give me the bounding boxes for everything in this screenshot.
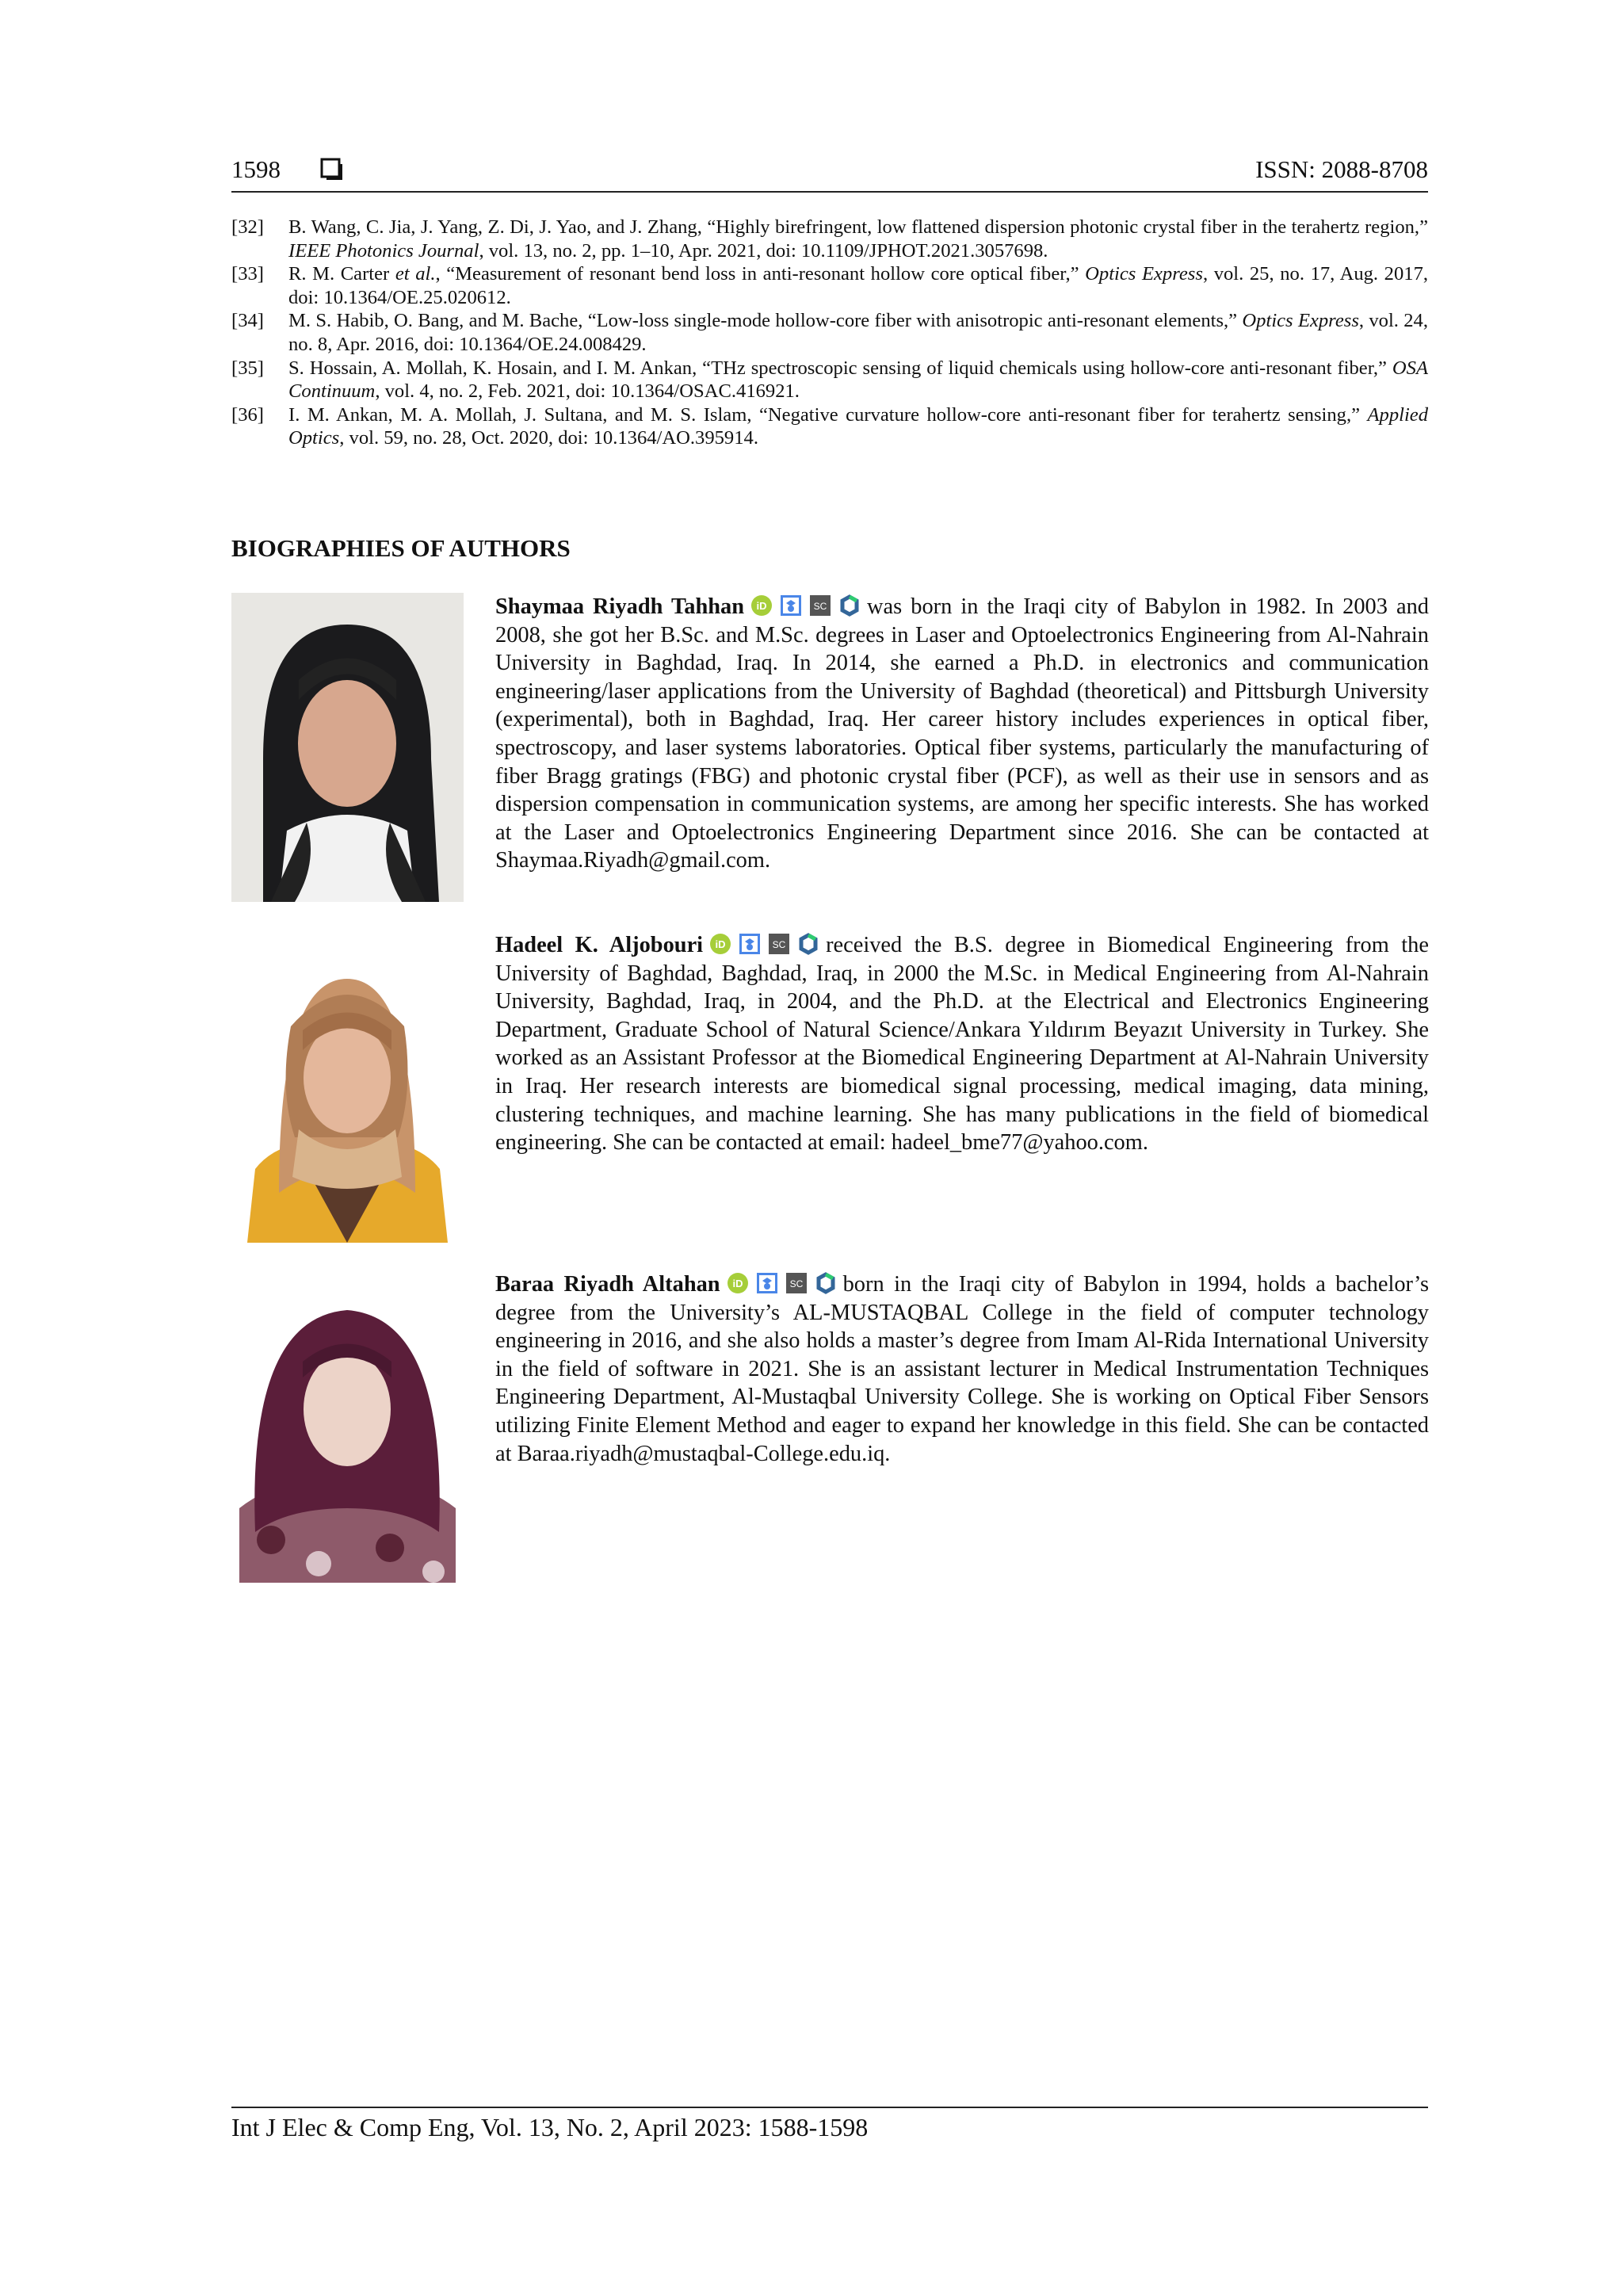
reference-text: , vol. 24, no. 8, Apr. 2016, doi: 10.1364/OE.24.008429. (288, 310, 1429, 355)
reference-number: [33] (231, 263, 264, 285)
publons-icon[interactable] (797, 933, 819, 955)
svg-text:SC: SC (772, 939, 786, 950)
reference-text: , “Measurement of resonant bend loss in anti-resonant hollow core optical fiber,” (435, 263, 1086, 285)
reference-item (231, 357, 1428, 403)
reference-text: M. S. Habib, O. Bang, and M. Bache, “Low-loss single-mode hollow-core fiber with anisotropic anti-resonant elements,” (288, 310, 1243, 332)
box-shadow-icon (320, 158, 344, 181)
reference-item (231, 262, 1428, 309)
author-profile-icons (727, 1272, 837, 1294)
reference-number: [35] (231, 357, 264, 379)
author-name: Hadeel K. Aljobouri (495, 933, 704, 957)
author-bio-text (495, 931, 1429, 1157)
publons-icon[interactable] (815, 1272, 837, 1294)
author-photo (231, 593, 464, 902)
orcid-icon[interactable] (709, 933, 731, 955)
reference-venue: Applied Optics (288, 403, 1428, 449)
reference-number: [36] (231, 403, 264, 426)
reference-venue: IEEE Photonics Journal (288, 239, 479, 262)
svg-text:SC: SC (789, 1278, 803, 1289)
page-header (231, 154, 1428, 193)
reference-text: , vol. 4, no. 2, Feb. 2021, doi: 10.1364/OSAC.416921. (375, 380, 800, 403)
reference-text: , vol. 59, no. 28, Oct. 2020, doi: 10.1364/AO.395914. (339, 427, 758, 449)
reference-item (231, 216, 1428, 262)
google-scholar-icon[interactable] (780, 594, 802, 617)
author-photo (231, 931, 464, 1243)
reference-list (231, 216, 1428, 450)
reference-number: [34] (231, 310, 264, 332)
orcid-icon[interactable] (727, 1272, 749, 1294)
reference-venue: Optics Express (1085, 263, 1203, 285)
author-name: Baraa Riyadh Altahan (495, 1272, 720, 1297)
author-bio-text (495, 593, 1429, 875)
scopus-icon[interactable] (785, 1272, 808, 1294)
google-scholar-icon[interactable] (739, 933, 761, 955)
scopus-icon[interactable] (809, 594, 831, 617)
reference-item (231, 309, 1428, 356)
scopus-icon[interactable] (768, 933, 790, 955)
author-name: Shaymaa Riyadh Tahhan (495, 594, 745, 619)
svg-text:iD: iD (732, 1278, 743, 1289)
footer-divider (231, 2107, 1428, 2108)
author-profile-icons (709, 933, 819, 955)
reference-text: S. Hossain, A. Mollah, K. Hosain, and I. M. Ankan, “THz spectroscopic sensing of liquid chemicals using hollow-core anti-resonant fiber,” (288, 357, 1392, 379)
reference-number: [32] (231, 216, 264, 238)
reference-venue: Optics Express (1242, 310, 1359, 332)
page-number: 1598 (231, 155, 281, 183)
issn: ISSN: 2088-8708 (1255, 155, 1428, 183)
svg-text:iD: iD (756, 600, 767, 612)
reference-text: I. M. Ankan, M. A. Mollah, J. Sultana, and M. S. Islam, “Negative curvature hollow-core anti-resonant fiber for terahertz sensing,” (288, 403, 1368, 426)
section-heading: BIOGRAPHIES OF AUTHORS (231, 534, 571, 562)
svg-text:iD: iD (715, 938, 726, 950)
publons-icon[interactable] (838, 594, 861, 617)
reference-text: , vol. 13, no. 2, pp. 1–10, Apr. 2021, doi: 10.1109/JPHOT.2021.3057698. (479, 239, 1048, 262)
google-scholar-icon[interactable] (756, 1272, 778, 1294)
svg-text:SC: SC (813, 601, 827, 612)
reference-etal: et al. (395, 263, 436, 285)
author-bio-text (495, 1270, 1429, 1468)
author-bio-body: received the B.S. degree in Biomedical Engineering from the University of Baghdad, Baghdad, Iraq, in 2000 the M.Sc. in Medical Engineering from Al-Nahrain University, Baghdad, Iraq, in 2004, and the Ph.D. at the Electrical and Electronics Engineering Department, Graduate School of Natural Science/Ankara Yıldırım Beyazıt University in Turkey. She worked as an Assistant Professor at the Biomedical Engineering Department at Al-Nahrain University in Iraq. Her research interests are biomedical signal processing, medical imaging, data mining, clustering techniques, and machine learning. She has many publications in the field of biomedical engineering. She can be contacted at email: hadeel_bme77@yahoo.com. (495, 933, 1429, 1156)
header-divider (231, 191, 1428, 193)
footer-citation: Int J Elec & Comp Eng, Vol. 13, No. 2, April 2023: 1588-1598 (231, 2113, 869, 2141)
reference-item (231, 403, 1428, 450)
author-bio-body: was born in the Iraqi city of Babylon in 1982. In 2003 and 2008, she got her B.Sc. and M.Sc. degrees in Laser and Optoelectronics Engineering from Al-Nahrain University in Baghdad, Iraq. In 2014, she earned a Ph.D. in electronics and communication engineering/laser applications from the University of Baghdad (theoretical) and Pittsburgh University (experimental), both in Baghdad, Iraq. Her career history includes experiences in optical fiber, spectroscopy, and laser systems laboratories. Optical fiber systems, particularly the manufacturing of fiber Bragg gratings (FBG) and photonic crystal fiber (PCF), as well as their use in sensors and as dispersion compensation in communication systems, are among her specific interests. She has worked at the Laser and Optoelectronics Engineering Department since 2016. She can be contacted at Shaymaa.Riyadh@gmail.com. (495, 594, 1429, 873)
author-profile-icons (750, 594, 861, 617)
reference-text: B. Wang, C. Jia, J. Yang, Z. Di, J. Yao, and J. Zhang, “Highly birefringent, low flattened dispersion photonic crystal fiber in the terahertz region,” (288, 216, 1428, 238)
reference-text: , vol. 25, no. 17, Aug. 2017, doi: 10.1364/OE.25.020612. (288, 263, 1429, 308)
reference-text: R. M. Carter (288, 263, 395, 285)
orcid-icon[interactable] (750, 594, 773, 617)
author-bio-body: born in the Iraqi city of Babylon in 1994, holds a bachelor’s degree from the University’s AL-MUSTAQBAL College in the field of computer technology engineering in 2016, and she also holds a master’s degree from Imam Al-Rida International University in the field of software in 2021. She is an assistant lecturer in Medical Instrumentation Techniques Engineering Department, Al-Mustaqbal University College. She is working on Optical Fiber Sensors utilizing Finite Element Method and eager to expand her knowledge in this field. She can be contacted at Baraa.riyadh@mustaqbal-College.edu.iq. (495, 1272, 1429, 1466)
reference-venue: OSA Continuum (288, 357, 1428, 403)
author-photo (231, 1270, 464, 1583)
